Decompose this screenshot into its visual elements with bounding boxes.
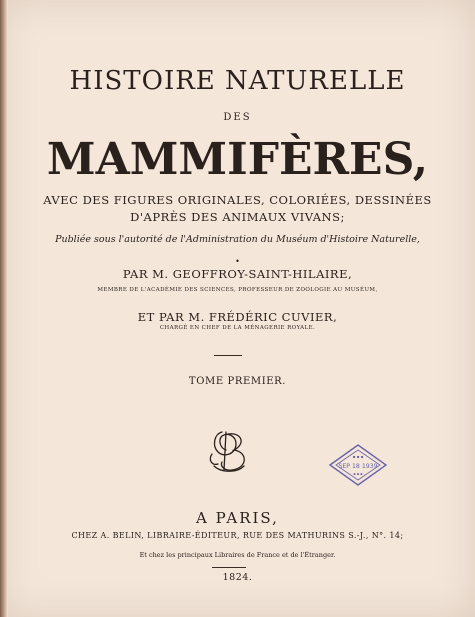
stamp-date: SEP 18 1939 bbox=[338, 463, 378, 470]
publication-note: Publiée sous l'autorité de l'Administration du Muséum d'Histoire Naturelle, bbox=[55, 234, 420, 245]
library-stamp-icon bbox=[326, 442, 390, 488]
imprint-city: A PARIS, bbox=[196, 509, 279, 527]
title-line-1: HISTOIRE NATURELLE bbox=[69, 66, 406, 96]
author-1-role: MEMBRE DE L'ACADÉMIE DES SCIENCES, PROFESSEUR DE ZOOLOGIE AU MUSÉUM, bbox=[97, 287, 378, 293]
subtitle-line-2: D'APRÈS DES ANIMAUX VIVANS; bbox=[130, 210, 345, 224]
volume-label: TOME PREMIER. bbox=[188, 376, 287, 387]
subtitle-line-1: AVEC DES FIGURES ORIGINALES, COLORIÉES, DESSINÉES bbox=[43, 193, 432, 207]
imprint-also: Et chez les principaux Libraires de France et de l'Étranger. bbox=[139, 551, 336, 559]
publisher-monogram-icon bbox=[206, 426, 252, 476]
year-rule bbox=[212, 567, 246, 568]
author-2-role: CHARGÉ EN CHEF DE LA MÉNAGERIE ROYALE. bbox=[159, 325, 316, 331]
svg-text:▪ ▪ ▪: ▪ ▪ ▪ bbox=[353, 472, 363, 476]
author-2-byline: ET PAR M. FRÉDÉRIC CUVIER, bbox=[137, 310, 338, 324]
divider-rule bbox=[214, 355, 242, 356]
imprint-year: 1824. bbox=[222, 572, 253, 583]
author-1-byline: PAR M. GEOFFROY-SAINT-HILAIRE, bbox=[122, 267, 353, 281]
imprint-publisher: CHEZ A. BELIN, LIBRAIRE-ÉDITEUR, RUE DES MATHURINS S.-J., N°. 14; bbox=[71, 531, 404, 540]
title-line-2: MAMMIFÈRES, bbox=[46, 134, 429, 185]
title-des: DES bbox=[223, 112, 252, 123]
svg-text:▪ ▪ ▪: ▪ ▪ ▪ bbox=[352, 454, 364, 459]
ornament-dot: • bbox=[235, 257, 240, 266]
